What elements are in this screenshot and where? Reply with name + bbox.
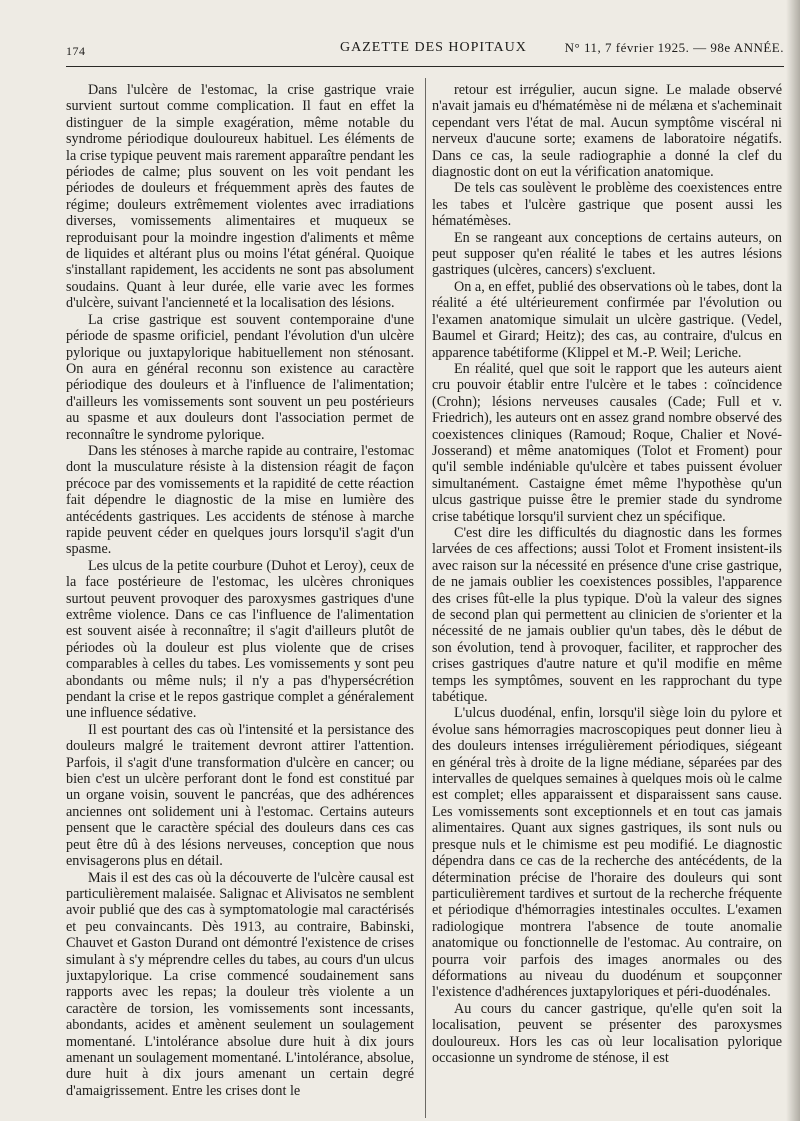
paragraph: Dans l'ulcère de l'estomac, la crise gastrique vraie survient surtout comme complication. Il faut en effet la distinguer de la simple exagération, même notable du syndrome périodique douloureux habituel. Les éléments de la crise typique peuvent mais rarement apparaître pendant les périodes de calme; plus souvent on les voit pendant les périodes de douleurs et fréquemment après des fautes de régime; douleurs extrêmement violentes avec irradiations diverses, vomissements alimentaires et muqueux se reproduisant pour la moindre ingestion d'aliments et même de liquides et altérant plus ou moins l'état général. Quoique s'installant rapidement, les accidents ne sont pas absolument soudains. Quant à leur durée, elle varie avec les formes d'ulcère, suivant l'ancienneté et la localisation des lésions. <box>66 82 414 312</box>
paragraph: En réalité, quel que soit le rapport que les auteurs aient cru pouvoir établir entre l'ulcère et le tabes : coïncidence (Crohn); lésions nerveuses causales (Cade; Full et v. Friedrich), les auteurs ont en assez grand nombre observé des coexistences cliniques (Ramoud; Roque, Chalier et Nové-Josserand) et même anatomiques (Tolot et Froment) pour qu'il semble indéniable qu'ulcère et tabes puissent évoluer simultanément. Castaigne émet même l'hypothèse qu'un ulcus gastrique puisse être le premier stade du syndrome crise tabétique lorsqu'il survient chez un spécifique. <box>432 360 782 525</box>
right-column <box>432 82 782 1118</box>
journal-title: GAZETTE DES HOPITAUX <box>340 40 527 55</box>
column-divider <box>425 78 426 1118</box>
paragraph: retour est irrégulier, aucun signe. Le malade observé n'avait jamais eu d'hématémèse ni de mélæna et s'acheminait cependant vers l'état de mal. Aucun symptôme viscéral ni nerveux d'aucune sorte; examens de laboratoire négatifs. Dans ce cas, la seule radiographie a donné la clef du diagnostic dont on eut la vérification anatomique. <box>432 82 782 181</box>
paragraph: On a, en effet, publié des observations où le tabes, dont la réalité a été ultérieurement confirmée par l'évolution ou l'examen anatomique simulait un ulcère gastrique. (Vedel, Baumel et Girard; Heitz); des cas, au contraire, d'ulcus en apparence tabétiforme (Klippel et M.-P. Weil; Leriche. <box>432 278 782 361</box>
paragraph: La crise gastrique est souvent contemporaine d'une période de spasme orificiel, pendant l'évolution d'un ulcère pylorique ou juxtapylorique habituellement non sténosant. On aura en général reconnu son existence au caractère périodique des douleurs et à l'influence de l'alimentation; d'ailleurs les vomissements sont souvent un peu postérieurs au spasme et aux douleurs dont l'association permet de reconnaître le syndrome pylorique. <box>66 311 414 443</box>
page-header <box>66 38 784 60</box>
page-edge-shadow <box>786 0 800 1121</box>
paragraph: De tels cas soulèvent le problème des coexistences entre les tabes et l'ulcère gastrique que posent aussi les hématémèses. <box>432 180 782 230</box>
paragraph: Au cours du cancer gastrique, qu'elle qu'en soit la localisation, peuvent se présenter des paroxysmes douloureux. Hors les cas où leur localisation pylorique occasionne un syndrome de sténose, il est <box>432 1000 782 1066</box>
paragraph: Dans les sténoses à marche rapide au contraire, l'estomac dont la musculature résiste à la distension réagit de façon précoce par des vomissements et la rapidité de cette réaction fait dépendre le diagnostic de la mise en lumière des antécédents gastriques. Les accidents de sténose à marche rapide peuvent céder en quelques jours lorsqu'il s'agit d'un spasme. <box>66 442 414 558</box>
header-rule <box>66 66 784 67</box>
page-number: 174 <box>66 44 86 58</box>
paragraph: C'est dire les difficultés du diagnostic dans les formes larvées de ces affections; aussi Tolot et Froment insistent-ils avec raison sur la nécessité en présence d'une crise gastrique, de ne jamais oublier les coexistences possibles, l'apparence des crises fût-elle la plus typique. D'où la valeur des signes de second plan qui permettent au clinicien de s'orienter et la nécessité de ne jamais oublier qu'un tabes, dès le début de son évolution, tend à provoquer, faciliter, et rapprocher des crises gastriques d'autre nature et qu'il modifie en même temps les symptômes, souvent en les rapprochant du type tabétique. <box>432 524 782 706</box>
paragraph: Mais il est des cas où la découverte de l'ulcère causal est particulièrement malaisée. Salignac et Alivisatos ne semblent avoir publié que des cas à symptomatologie mal caractérisés et peu convaincants. Dès 1913, au contraire, Babinski, Chauvet et Gaston Durand ont démontré l'existence de crises simulant à s'y méprendre celles du tabes, au cours d'un ulcus juxtapylorique. La crise commencé soudainement sans rapports avec les repas; la douleur très violente a un caractère de torsion, les vomissements sont incessants, abondants, acides et amènent seulement un soulagement momentané. L'intolérance absolue dure huit à dix jours amenant un soulagement momentané. L'intolérance, absolue, dure huit à dix jours amenant un certain degré d'amaigrissement. Entre les crises dont le <box>66 869 414 1099</box>
paragraph: Les ulcus de la petite courbure (Duhot et Leroy), ceux de la face postérieure de l'estomac, les ulcères chroniques surtout peuvent provoquer des paroxysmes gastriques d'une extrême violence. Dans ce cas l'influence de l'alimentation est souvent aisée à reconnaître; il s'agit d'ailleurs plutôt de périodes où la douleur est plus violente que de crises comparables à celles du tabes. Les vomissements y sont peu abondants ou même nuls; il n'y a pas d'hypersécrétion pendant la crise et le repos gastrique complet a généralement une influence sédative. <box>66 557 414 722</box>
paragraph: En se rangeant aux conceptions de certains auteurs, on peut supposer qu'en réalité le tabes et les autres lésions gastriques (ulcères, cancers) s'excluent. <box>432 229 782 279</box>
left-column <box>66 82 414 1118</box>
paragraph: Il est pourtant des cas où l'intensité et la persistance des douleurs malgré le traitement devront attirer l'attention. Parfois, il s'agit d'une transformation d'ulcère en cancer; ou bien c'est un ulcère perforant dont le fond est constitué par un organe voisin, souvent le pancréas, que des adhérences anciennes ont solidement uni à l'estomac. Certains auteurs pensent que le caractère spécial des douleurs dans ces cas peut être dû à des lésions nerveuses, conception que nous envisagerons plus en détail. <box>66 721 414 870</box>
paragraph: L'ulcus duodénal, enfin, lorsqu'il siège loin du pylore et évolue sans hémorragies macroscopiques peut donner lieu à des douleurs intenses irrégulièrement périodiques, siégeant en général très à droite de la ligne médiane, séparées par des intervalles de quelques semaines à quelques mois où le calme est complet; elles apparaissent et disparaissent sans cause. Les vomissements sont exceptionnels et en tout cas jamais alimentaires. Quant aux signes gastriques, ils sont nuls ou presque nuls et le chimisme est peu modifié. Le diagnostic dépendra dans ce cas de la recherche des antécédents, de la détermination précise de l'horaire des douleurs qui sont particulièrement tardives et surtout de la recherche fréquente et périodique d'hémorragies intestinales occultes. L'examen radiologique montrera l'absence de toute anomalie anatomique ou fonctionnelle de l'estomac. Au contraire, on pourra voir parfois des images anormales ou des déformations au niveau du duodénum et soupçonner l'existence d'adhérences juxtapyloriques et péri-duodénales. <box>432 705 782 1001</box>
issue-info: N° 11, 7 février 1925. — 98e ANNÉE. <box>564 40 784 55</box>
